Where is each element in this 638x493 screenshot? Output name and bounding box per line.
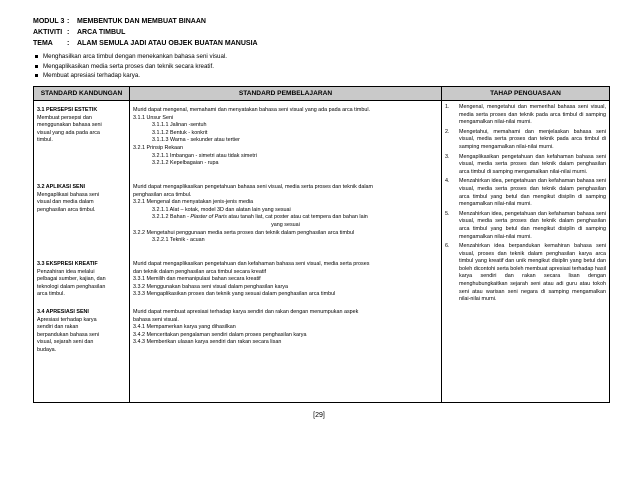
header-key: MODUL 3	[33, 18, 65, 25]
tahap-text: Mengenal, mengetahui dan memerihal bahasa seni visual, media serta proses dan teknik pada arca timbul di samping mengamalkan nilai-nilai murni.	[459, 104, 606, 126]
kandungan-block	[34, 306, 129, 355]
column-header-penguasaan: TAHAP PENGUASAAN	[442, 87, 610, 101]
tahap-text: Menzahirkan idea berpandukan kemahiran bahasa seni visual, proses dan teknik dalam penghasilan karya arca timbul yang kreatif dan unik mengikut disiplin yang betul dan boleh dicontohi serta boleh membuat apresiasi terhadap hasil karya sendiri dan rakan secara lisan dengan menghubungkaitkan sejarah seni atau adi guru atau tokoh seni atau warisan seni negara di samping mengamalkan nilai-nilai murni.	[459, 243, 606, 303]
tahap-text: Menzahirkan idea, pengetahuan dan kefahaman bahasa seni visual, media serta proses dan teknik dalam penghasilan arca timbul yang betul dan mengikut disiplin di samping mengamalkan nilai-nilai murni.	[459, 178, 606, 208]
pembelajaran-line: dan teknik dalam penghasilan arca timbul secara kreatif	[133, 268, 267, 275]
objectives-list	[33, 52, 227, 81]
pembelajaran-line: 3.4.3 Memberikan ulasan karya sendiri dan rakan secara lisan	[133, 339, 282, 346]
header-key: AKTIVITI	[33, 29, 63, 36]
tahap-item	[445, 154, 606, 177]
pembelajaran-line: Murid dapat membuat apresiasi terhadap karya sendiri dan rakan dengan menumpukan aspek	[133, 309, 359, 315]
kandungan-text: Penzahiran idea melalui	[37, 268, 95, 275]
kandungan-text: penghasilan arca timbul.	[37, 206, 96, 213]
kandungan-text: Apresiasi terhadap karya	[37, 316, 97, 323]
kandungan-text: sendiri dan rakan	[37, 324, 79, 331]
kandungan-text: berpandukan bahasa seni	[37, 331, 100, 338]
pembelajaran-line: 3.1.1.3 Warna - sekunder atau tertier	[152, 137, 240, 144]
module-header	[33, 16, 258, 49]
pembelajaran-block	[130, 104, 441, 168]
pembelajaran-line: 3.2.1.1 Alat – kotak, model 3D dan alatan lain yang sesuai	[152, 206, 291, 213]
kandungan-block	[34, 104, 129, 145]
kandungan-title: 3.4 APRESIASI SENI	[37, 309, 89, 315]
pembelajaran-line: 3.4.2 Menceritakan pengalaman sendiri dalam proses penghasilan karya	[133, 331, 307, 338]
tahap-number: 1.	[445, 104, 450, 110]
pembelajaran-line: Murid dapat mengaplikasikan pengetahuan dan kefahaman bahasa seni visual, media serta proses	[133, 261, 370, 267]
objective-text: Mengaplikasikan media serta proses dan teknik secara kreatif.	[43, 62, 214, 70]
tahap-item	[445, 129, 606, 152]
pembelajaran-line: 3.3.1 Memilih dan memanipulasi bahan secara kreatif	[133, 276, 261, 283]
pembelajaran-line: 3.1.1 Unsur Seni	[133, 114, 174, 121]
pembelajaran-line: 3.2.1.1 Imbangan - simetri atau tidak simetri	[152, 152, 257, 159]
page-number: [29]	[313, 412, 325, 419]
table-body-row	[34, 101, 610, 403]
curriculum-table	[33, 86, 610, 403]
pembelajaran-line: 3.2.1 Mengenal dan menyatakan jenis-jenis media	[133, 199, 254, 206]
header-value: ALAM SEMULA JADI ATAU OBJEK BUATAN MANUSIA	[77, 40, 258, 47]
tahap-number: 6.	[445, 243, 450, 250]
kandungan-text: Membuat persepsi dan	[37, 114, 92, 121]
kandungan-text: teknologi dalam penghasilan	[37, 283, 106, 290]
objective-item	[33, 62, 227, 72]
square-bullet-icon	[35, 74, 38, 77]
pembelajaran-line: Murid dapat mengaplikasikan pengetahuan bahasa seni visual, media serta proses dan teknik dalam	[133, 184, 374, 190]
kandungan-text: Mengaplikasi bahasa seni	[37, 191, 100, 198]
tahap-item	[445, 211, 606, 241]
table-header-row	[34, 87, 610, 101]
header-row-modul	[33, 16, 258, 27]
tahap-number: 5.	[445, 210, 450, 217]
pembelajaran-line: Murid dapat mengenal, memahami dan menyatakan bahasa seni visual yang ada pada arca timbul.	[133, 107, 371, 113]
tahap-item	[445, 104, 606, 127]
kandungan-title: 3.2 APLIKASI SENI	[37, 184, 86, 190]
objective-item	[33, 52, 227, 62]
pembelajaran-line: 3.3.3 Mengaplikasikan proses dan teknik yang sesuai dalam penghasilan arca timbul	[133, 291, 336, 298]
header-colon: :	[67, 29, 70, 36]
pembelajaran-line: yang sesuai	[271, 221, 300, 228]
pembelajaran-block	[130, 258, 441, 299]
pembelajaran-line: 3.1.1.2 Bentuk - konkrit	[152, 129, 208, 136]
pembelajaran-line: 3.2.1.2 Bahan - Plaster of Paris atau tanah liat, cat poster atau cat tempera dan bahan lain	[152, 214, 368, 221]
objective-item	[33, 71, 227, 81]
tahap-item	[445, 243, 606, 304]
objective-text: Membuat apresiasi terhadap karya.	[43, 72, 140, 79]
kandungan-text: budaya.	[37, 346, 57, 353]
header-value: ARCA TIMBUL	[77, 29, 126, 36]
pembelajaran-line: 3.3.2 Menggunakan bahasa seni visual dalam penghasilan karya	[133, 283, 288, 290]
kandungan-block	[34, 258, 129, 299]
pembelajaran-line: 3.1.1.1 Jalinan -sentuh	[152, 122, 207, 129]
tahap-text: Mengaplikasikan pengetahuan dan kefahaman bahasa seni visual, media serta proses dan teknik dalam penghasilan arca timbul di samping mengamalkan nilai-nilai murni.	[459, 153, 606, 175]
kandungan-text: visual dan media dalam	[37, 199, 94, 206]
header-value: MEMBENTUK DAN MEMBUAT BINAAN	[77, 18, 206, 25]
pembelajaran-cell	[130, 101, 442, 403]
objective-text: Menghasilkan arca timbul dengan menekankan bahasa seni visual.	[43, 53, 228, 60]
tahap-number: 4.	[445, 178, 450, 185]
pembelajaran-block	[130, 306, 441, 347]
pembelajaran-line: 3.2.2 Mengetahui penggunaan media serta proses dan teknik dalam penghasilan arca timbul	[133, 229, 355, 236]
kandungan-text: visual, sejarah seni dan	[37, 339, 94, 346]
header-colon: :	[67, 40, 70, 47]
tahap-text: Mengetahui, memahami dan menjelaskan bahasa seni visual, media serta proses dan teknik pada arca timbul di samping mengamalkan nilai-nilai murni.	[459, 128, 606, 150]
column-header-kandungan: STANDARD KANDUNGAN	[34, 87, 130, 101]
kandungan-text: menggunakan bahasa seni	[37, 122, 102, 129]
pembelajaran-line: 3.4.1 Mempamerkan karya yang dihasilkan	[133, 324, 236, 331]
pembelajaran-line: penghasilan arca timbul.	[133, 191, 192, 198]
pembelajaran-line: 3.2.1.2 Kepelbagaian - rupa	[152, 160, 219, 167]
square-bullet-icon	[35, 65, 38, 68]
header-row-aktiviti	[33, 27, 258, 38]
kandungan-title: 3.3 EKSPRESI KREATIF	[37, 261, 98, 267]
header-key: TEMA	[33, 40, 53, 47]
header-row-tema	[33, 38, 258, 49]
square-bullet-icon	[35, 55, 38, 58]
kandungan-text: visual yang ada pada arca	[37, 129, 100, 136]
kandungan-title: 3.1 PERSEPSI ESTETIK	[37, 107, 98, 113]
column-header-pembelajaran: STANDARD PEMBELAJARAN	[130, 87, 442, 101]
tahap-number: 2.	[445, 128, 450, 135]
kandungan-text: pelbagai sumber, kajian, dan	[37, 276, 106, 283]
kandungan-cell	[34, 101, 130, 403]
header-colon: :	[67, 18, 70, 25]
tahap-number: 3.	[445, 153, 450, 160]
pembelajaran-line: 3.2.2.1 Teknik - acuan	[152, 237, 205, 244]
pembelajaran-line: 3.2.1 Prinsip Rekaan	[133, 144, 184, 151]
kandungan-text: arca timbul.	[37, 291, 65, 298]
penguasaan-cell	[442, 101, 610, 403]
pembelajaran-block	[130, 181, 441, 245]
pembelajaran-line: bahasa seni visual.	[133, 316, 179, 323]
kandungan-block	[34, 181, 129, 214]
tahap-item	[445, 178, 606, 208]
tahap-text: Menzahirkan idea, pengetahuan dan kefahaman bahasa seni visual, media serta proses dan teknik dalam penghasilan arca timbul yang betul dan mengikut disiplin di samping mengamalkan nilai-nilai murni.	[459, 210, 606, 240]
kandungan-text: timbul.	[37, 137, 53, 144]
